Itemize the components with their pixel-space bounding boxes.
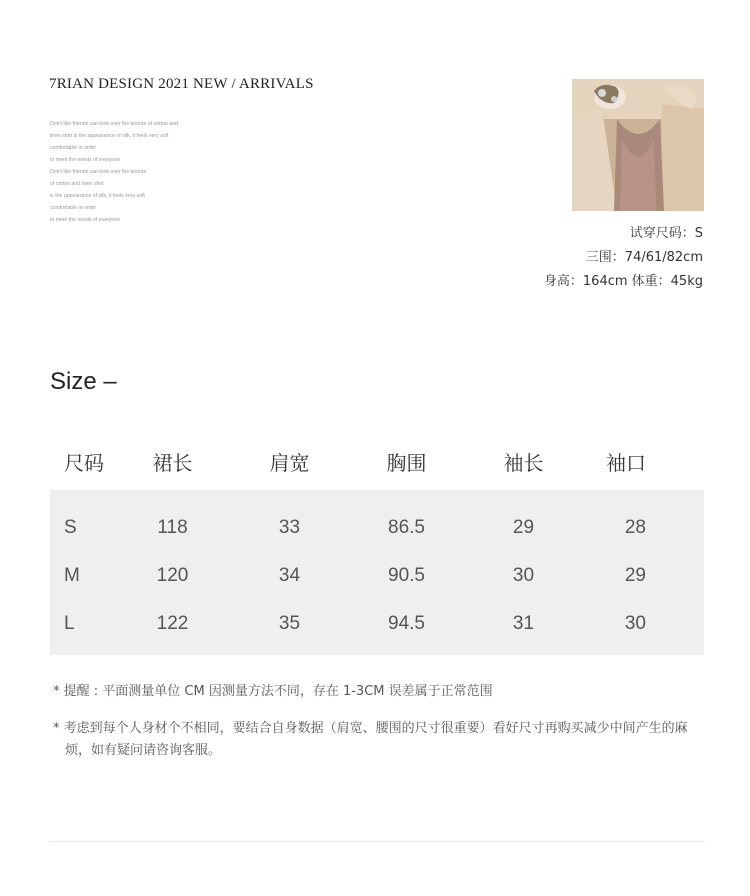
header-size: 尺码 — [64, 450, 104, 475]
brand-blurb — [50, 118, 230, 226]
blurb-line: comfortable in order — [50, 145, 97, 151]
cell-shoulder: 33 — [278, 517, 301, 538]
cell-bust: 86.5 — [388, 517, 425, 538]
note-measurement-text: * 提醒 : 平面测量单位 CM 因测量方法不同，存在 1-3CM 误差属于正常范围 — [53, 684, 493, 699]
size-table — [50, 432, 704, 655]
model-info — [544, 222, 703, 294]
cell-cuff: 29 — [624, 565, 646, 586]
cell-cuff: 30 — [624, 613, 646, 634]
header-shoulder: 肩宽 — [269, 450, 310, 475]
table-row — [50, 552, 704, 600]
brand-title: 7RIAN DESIGN 2021 NEW / ARRIVALS — [49, 76, 314, 92]
size-heading: Size – — [50, 368, 117, 395]
cell-cuff: 28 — [624, 517, 646, 538]
cell-size: M — [64, 565, 80, 586]
cell-length: 118 — [157, 517, 188, 538]
bottom-divider — [49, 841, 705, 842]
blurb-line: is the appearance of silk, it feels very soft — [50, 193, 145, 199]
cell-length: 122 — [156, 613, 189, 634]
cell-sleeve: 30 — [512, 565, 535, 586]
blurb-line: to meet the needs of everyone — [50, 217, 121, 223]
header-cuff: 袖口 — [606, 450, 646, 475]
table-row — [50, 600, 704, 648]
blurb-line: to meet the needs of everyone — [50, 157, 121, 163]
blurb-line: Don't like friends can look over the texture — [50, 169, 147, 175]
cell-sleeve: 29 — [512, 517, 535, 538]
cell-sleeve: 31 — [512, 613, 535, 634]
model-measurements: 三围：74/61/82cm — [585, 250, 703, 265]
cell-size: L — [64, 613, 75, 634]
table-body — [50, 490, 704, 655]
header-length: 裙长 — [152, 450, 193, 475]
note-fit-advice — [53, 718, 703, 762]
table-row — [50, 504, 704, 552]
blurb-line: of cotton and linen shirt — [50, 181, 104, 187]
cell-size: S — [64, 517, 77, 538]
model-photo — [572, 79, 704, 211]
blurb-line: linen shirt is the appearance of silk, it feels very soft — [50, 133, 169, 139]
cell-shoulder: 35 — [278, 613, 301, 634]
cell-bust: 90.5 — [388, 565, 425, 586]
blurb-line: Don't like friends can look over the texture of cotton and — [50, 121, 178, 127]
cell-length: 120 — [156, 565, 189, 586]
model-size: 试穿尺码：S — [629, 226, 703, 241]
model-height-weight: 身高：164cm 体重：45kg — [543, 274, 703, 289]
note-measurement — [53, 681, 703, 703]
header-sleeve: 袖长 — [503, 450, 544, 475]
blurb-line: comfortable in order — [50, 205, 97, 211]
header-bust: 胸围 — [386, 450, 427, 475]
model-photo-image — [572, 79, 704, 211]
table-header-row — [50, 432, 704, 490]
cell-shoulder: 34 — [278, 565, 301, 586]
note-fit-advice-text: * 考虑到每个人身材个不相同，要结合自身数据（肩宽、腰围的尺寸很重要）看好尺寸再购买减少中间产生的麻烦，如有疑问请咨询客服。 — [53, 721, 688, 758]
cell-bust: 94.5 — [388, 613, 425, 634]
